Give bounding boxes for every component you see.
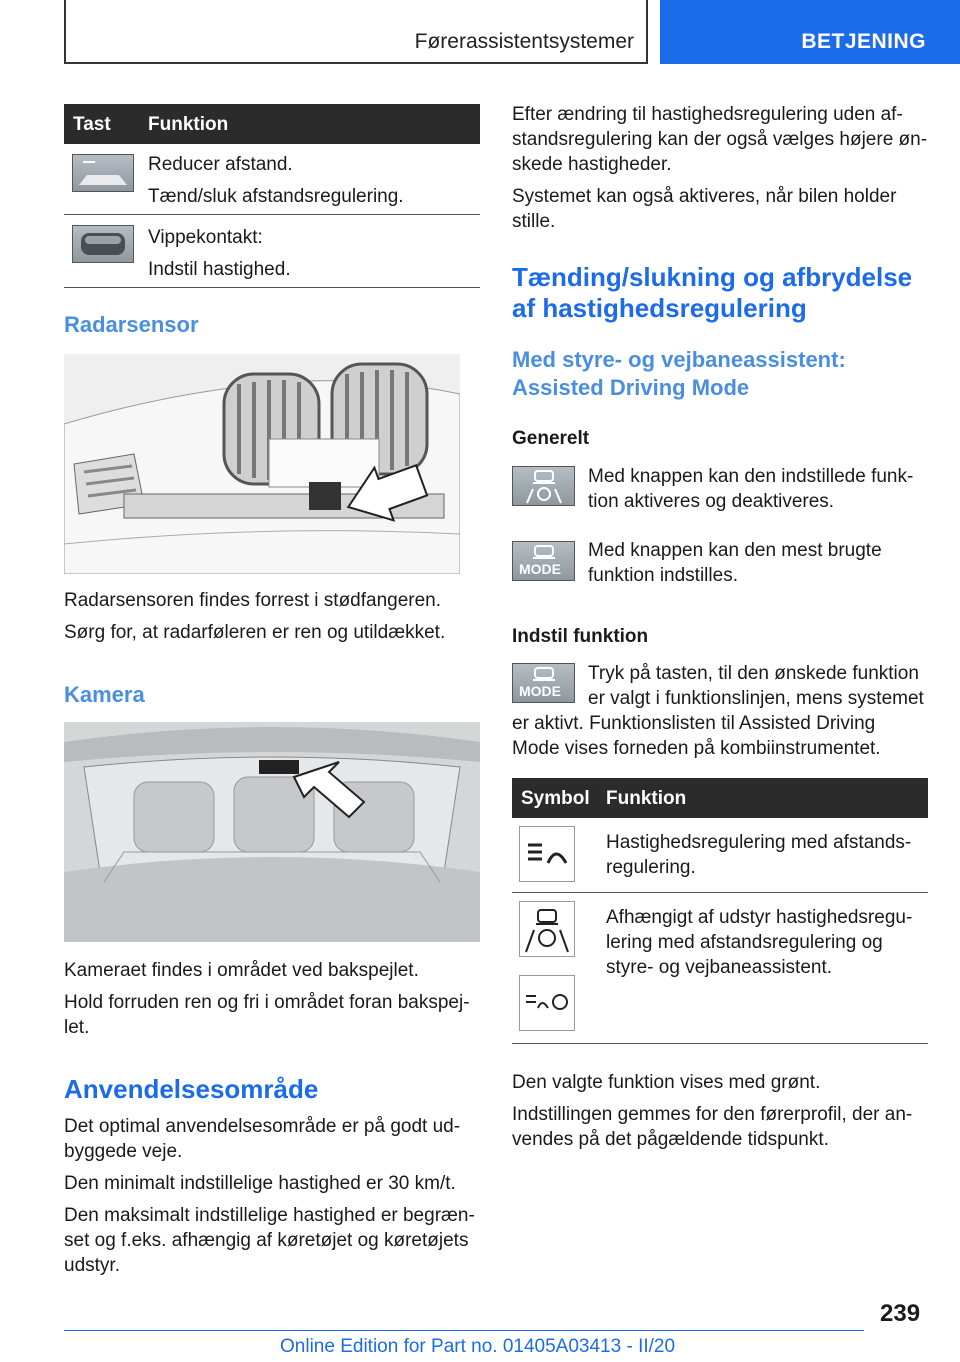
- mode-button-icon: [512, 541, 575, 581]
- mode-label: MODE: [519, 561, 561, 577]
- usage-text: byggede veje.: [64, 1141, 183, 1162]
- camera-heading: Kamera: [64, 682, 145, 707]
- mode-heading-1: Med styre- og vejbaneassistent:: [512, 347, 846, 372]
- usage-text: set og f.eks. afhængig af køretøjet og køretøjets: [64, 1230, 469, 1251]
- row-text: regulering.: [606, 857, 696, 878]
- set-text: Mode vises forneden på kombiinstrumentet.: [512, 738, 881, 759]
- intro-line: Systemet kan også aktiveres, når bilen holder: [512, 186, 897, 207]
- mode-button-icon: [512, 663, 575, 703]
- camera-image: [64, 722, 480, 942]
- assist-button-icon: [512, 466, 575, 506]
- intro-line: skede hastigheder.: [512, 154, 672, 175]
- row-text: Indstil hastighed.: [148, 259, 291, 280]
- col-key: Tast: [73, 114, 111, 135]
- table-header: [64, 104, 480, 144]
- page-number: 239: [880, 1300, 921, 1327]
- row-text: Afhængigt af udstyr hastighedsregu‐: [606, 907, 913, 928]
- table-row: [512, 893, 928, 1044]
- row-text: Reducer afstand.: [148, 154, 293, 175]
- row-text: Hastighedsregulering med afstands‐: [606, 832, 912, 853]
- cruise-distance-icon: [519, 826, 575, 882]
- col-function: Funktion: [606, 788, 687, 809]
- radar-text: Radarsensoren findes forrest i stødfangeren.: [64, 590, 442, 611]
- col-function: Funktion: [148, 114, 229, 135]
- mode-label: MODE: [519, 683, 561, 699]
- row-text: styre- og vejbaneassistent.: [606, 957, 833, 978]
- header-box: [64, 0, 648, 64]
- outro-text: Den valgte funktion vises med grønt.: [512, 1072, 821, 1093]
- set-text: Tryk på tasten, til den ønskede funktion: [588, 663, 919, 684]
- row-text: Tænd/sluk afstandsregulering.: [148, 186, 404, 207]
- usage-text: Den minimalt indstillelige hastighed er 30 km/t.: [64, 1173, 456, 1194]
- general-text: funktion indstilles.: [588, 565, 738, 586]
- camera-text: Kameraet findes i området ved bakspejlet.: [64, 960, 419, 981]
- table-row: [64, 215, 480, 288]
- edition-footer: Online Edition for Part no. 01405A03413 - II/20: [280, 1336, 676, 1357]
- col-symbol: Symbol: [521, 788, 590, 809]
- radar-heading: Radarsensor: [64, 312, 199, 337]
- toggle-heading-2: af hastighedsregulering: [512, 293, 807, 323]
- right-column: [512, 102, 928, 234]
- symbol-table: [512, 778, 928, 1044]
- button-table: [64, 104, 480, 288]
- general-text: Med knappen kan den indstillede funk‐: [588, 466, 914, 487]
- set-function-heading: Indstil funktion: [512, 626, 649, 647]
- chapter-tab-label: BETJENING: [801, 30, 926, 53]
- row-text: Vippekontakt:: [148, 227, 263, 248]
- row-text: lering med afstandsregulering og: [606, 932, 883, 953]
- table-header: [512, 778, 928, 818]
- outro-text: Indstillingen gemmes for den førerprofil, der an‐: [512, 1104, 913, 1125]
- intro-line: Efter ændring til hastighedsregulering uden af‐: [512, 104, 903, 125]
- general-text: Med knappen kan den mest brugte: [588, 540, 882, 561]
- usage-text: Den maksimalt indstillelige hastighed er begræn‐: [64, 1205, 475, 1226]
- general-text: tion aktiveres og deaktiveres.: [588, 491, 835, 512]
- mode-heading-2: Assisted Driving Mode: [512, 375, 750, 400]
- set-text: er valgt i funktionslinjen, mens systemet: [588, 688, 924, 709]
- set-text: er aktivt. Funktionslisten til Assisted Driving: [512, 713, 876, 734]
- rocker-switch-icon: [72, 225, 134, 263]
- cruise-steering-icon: [519, 975, 575, 1031]
- camera-text: Hold forruden ren og fri i området foran bakspej‐: [64, 992, 470, 1013]
- footer-divider: [64, 1330, 864, 1331]
- usage-text: Det optimal anvendelsesområde er på godt ud‐: [64, 1116, 461, 1137]
- usage-text: udstyr.: [64, 1255, 120, 1276]
- usage-heading: Anvendelsesområde: [64, 1074, 319, 1104]
- outro-text: vendes på det pågældende tidspunkt.: [512, 1129, 829, 1150]
- camera-text: let.: [64, 1017, 90, 1038]
- table-row: [64, 144, 480, 215]
- toggle-heading-1: Tænding/slukning og afbrydelse: [512, 262, 913, 292]
- distance-button-icon: [72, 154, 134, 192]
- radar-sensor-image: [64, 354, 460, 574]
- intro-line: stille.: [512, 211, 556, 232]
- table-row: [512, 818, 928, 893]
- chapter-tab[interactable]: [660, 0, 960, 64]
- steering-assist-icon: [519, 901, 575, 957]
- section-title: Førerassistentsystemer: [414, 30, 634, 53]
- radar-text: Sørg for, at radarføleren er ren og utildækket.: [64, 622, 446, 643]
- general-heading: Generelt: [512, 428, 590, 449]
- intro-line: standsregulering kan der også vælges højere øn‐: [512, 129, 928, 150]
